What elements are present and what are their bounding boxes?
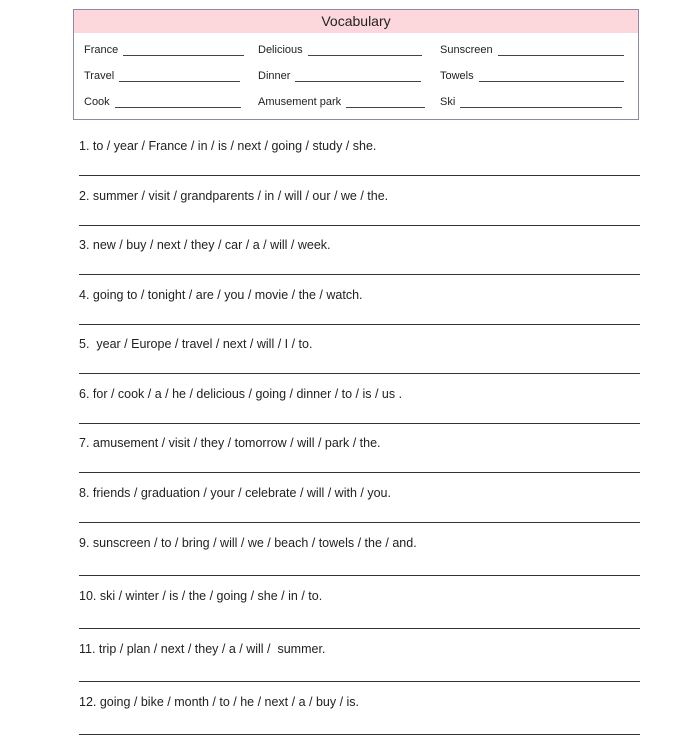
vocab-item (440, 96, 622, 108)
vocab-word: Travel (84, 70, 115, 82)
vocabulary-title: Vocabulary (74, 10, 638, 33)
question-11: 11. trip / plan / next / they / a / will / summer. (79, 642, 326, 656)
question-7: 7. amusement / visit / they / tomorrow / will / park / the. (79, 436, 381, 450)
vocab-item (84, 44, 244, 56)
question-3: 3. new / buy / next / they / car / a / will / week. (79, 238, 331, 252)
question-6: 6. for / cook / a / he / delicious / going / dinner / to / is / us . (79, 387, 403, 401)
vocab-blank[interactable] (123, 45, 244, 56)
question-4: 4. going to / tonight / are / you / movie / the / watch. (79, 288, 363, 302)
question-10: 10. ski / winter / is / the / going / she / in / to. (79, 589, 323, 603)
question-12: 12. going / bike / month / to / he / next / a / buy / is. (79, 695, 360, 709)
vocabulary-row (74, 70, 638, 84)
question-1: 1. to / year / France / in / is / next / going / study / she. (79, 139, 377, 153)
answer-line[interactable] (79, 423, 640, 424)
vocab-word: Sunscreen (440, 44, 493, 56)
answer-line[interactable] (79, 373, 640, 374)
vocab-blank[interactable] (308, 45, 422, 56)
vocab-item (258, 70, 421, 82)
vocab-blank[interactable] (498, 45, 624, 56)
vocab-item (440, 70, 624, 82)
vocab-item (84, 70, 240, 82)
answer-line[interactable] (79, 522, 640, 523)
vocab-blank[interactable] (460, 97, 622, 108)
answer-line[interactable] (79, 175, 640, 176)
vocab-blank[interactable] (115, 97, 241, 108)
question-8: 8. friends / graduation / your / celebrate / will / with / you. (79, 486, 391, 500)
vocabulary-row (74, 44, 638, 58)
vocab-blank[interactable] (479, 71, 624, 82)
vocabulary-row (74, 96, 638, 110)
vocabulary-box (73, 9, 639, 120)
vocab-word: Dinner (258, 70, 291, 82)
answer-line[interactable] (79, 324, 640, 325)
answer-line[interactable] (79, 575, 640, 576)
answer-line[interactable] (79, 681, 640, 682)
question-5: 5. year / Europe / travel / next / will / I / to. (79, 337, 313, 351)
vocab-item (440, 44, 624, 56)
vocab-word: France (84, 44, 119, 56)
vocab-word: Towels (440, 70, 474, 82)
answer-line[interactable] (79, 628, 640, 629)
answer-line[interactable] (79, 472, 640, 473)
vocab-word: Amusement park (258, 96, 342, 108)
question-9: 9. sunscreen / to / bring / will / we / beach / towels / the / and. (79, 536, 417, 550)
vocab-blank[interactable] (346, 97, 425, 108)
answer-line[interactable] (79, 734, 640, 735)
answer-line[interactable] (79, 274, 640, 275)
vocab-item (258, 44, 422, 56)
vocab-word: Delicious (258, 44, 303, 56)
vocab-item (258, 96, 425, 108)
question-2: 2. summer / visit / grandparents / in / will / our / we / the. (79, 189, 389, 203)
vocab-word: Ski (440, 96, 456, 108)
answer-line[interactable] (79, 225, 640, 226)
vocab-blank[interactable] (119, 71, 240, 82)
vocab-word: Cook (84, 96, 110, 108)
vocab-item (84, 96, 241, 108)
vocab-blank[interactable] (295, 71, 421, 82)
